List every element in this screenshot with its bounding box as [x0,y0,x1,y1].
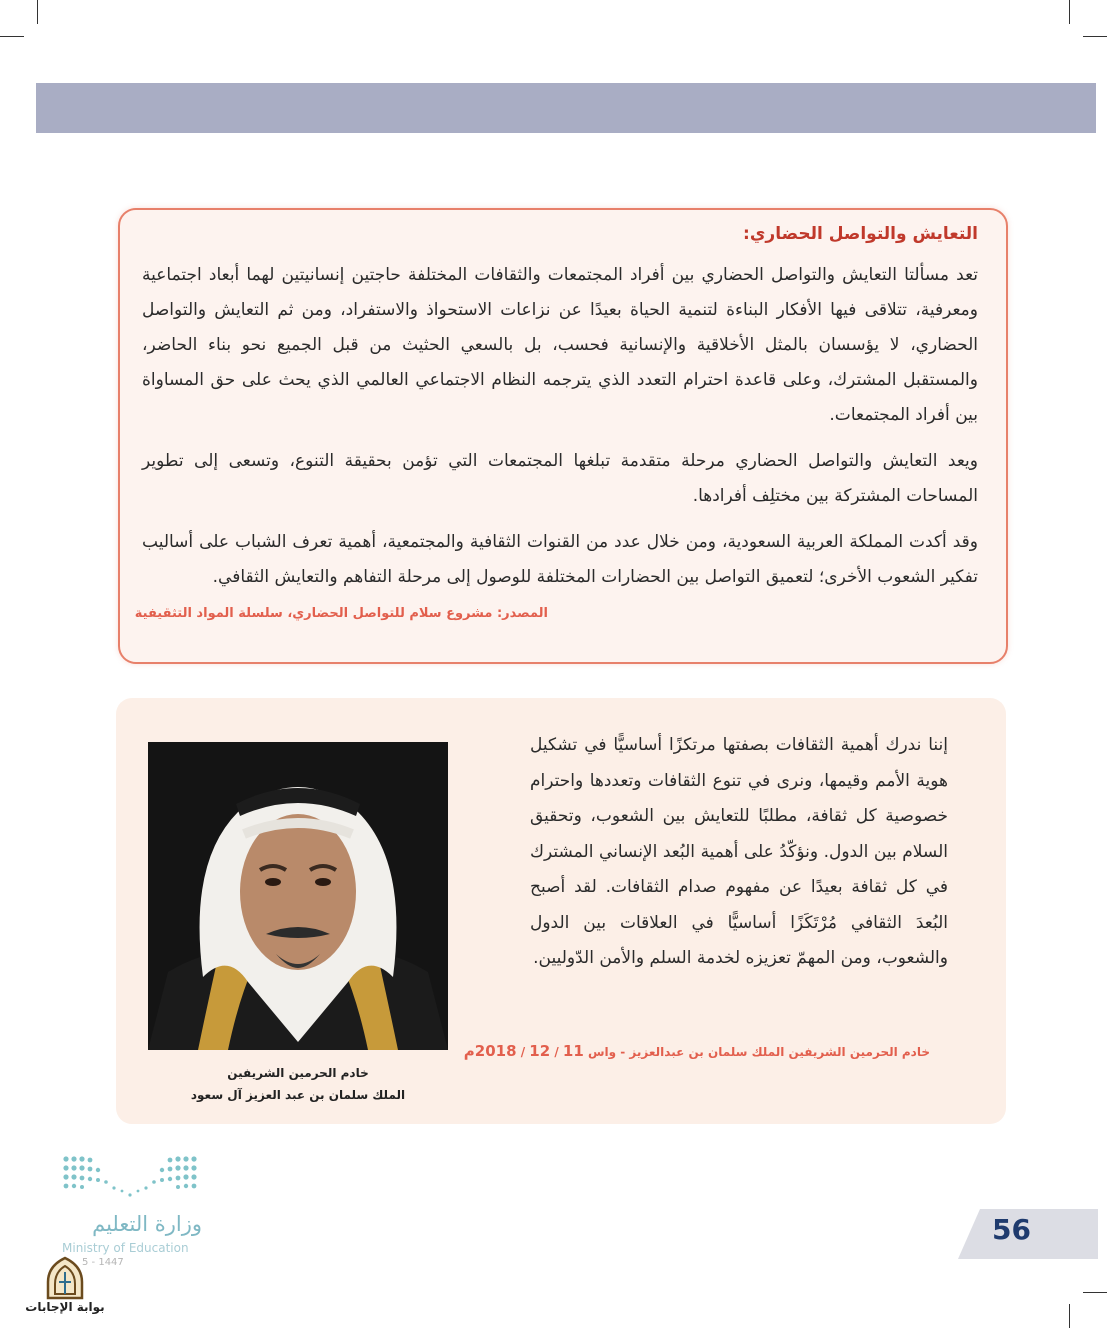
crop-mark [1083,1292,1107,1293]
info-source: المصدر: مشروع سلام للتواصل الحضاري، سلسلة المواد التثقيفية [134,606,548,621]
header-band [36,83,1096,133]
portrait-caption [148,1062,448,1106]
ministry-logo-year: 5 - 1447 [82,1257,124,1268]
quote-source-year: 2018م [463,1042,517,1060]
caption-title: خادم الحرمين الشريفين [227,1066,369,1080]
ministry-logo-dots-icon [62,1155,198,1201]
quote-source: خادم الحرمين الشريفين الملك سلمان بن عبدالعزيز - واس 11 / 12 / 2018م [463,1042,930,1060]
crop-mark [1083,36,1107,37]
info-box [118,208,1008,664]
info-paragraph-2: ويعد التعايش والتواصل الحضاري مرحلة متقدمة تبلغها المجتمعات التي تؤمن بحقيقة التنوع، وتسعى إلى تطوير المساحات المشتركة بين مختلِف أفرادها. [142,451,978,506]
crop-mark [1069,1304,1070,1328]
page-number: 56 [992,1213,1031,1246]
quote-source-day: 11 [562,1042,584,1060]
quote-text: إننا ندرك أهمية الثقافات بصفتها مرتكزًا أساسيًّا في تشكيل هوية الأمم وقيمها، ونرى في تنوع الثقافات وتعددها واحترام خصوصية كل ثقافة، مطلبًا للتعايش بين الشعوب، وتحقيق السلام بين الدول. ونؤكّدُ على أهمية البُعد الإنساني المشترك في كل ثقافة بعيدًا عن مفهوم صدام الثقافات. لقد أصبح البُعدَ الثقافي مُرْتَكَزًا أساسيًّا في العلاقات بين الدول والشعوب، ومن المهمّ تعزيزه لخدمة السلم والأمن الدّوليين. [530,735,948,968]
crop-mark [37,0,38,24]
crop-mark [1069,0,1070,24]
info-box-content [134,224,978,621]
ministry-logo-english: Ministry of Education [62,1241,189,1255]
king-portrait-image [148,742,448,1050]
quote-box [116,698,1006,1124]
info-paragraph-1: تعد مسألتا التعايش والتواصل الحضاري بين أفراد المجتمعات والثقافات المختلفة حاجتين إنسانيتين لهما أبعاد اجتماعية ومعرفية، تتلاقى فيها الأفكار البناءة لتنمية الحياة بعيدًا عن نزاعات الاستحواذ والاستفراد، ومن ثم التعايش والتواصل الحضاري، لا يؤسسان بالمثل الأخلاقية والإنسانية فحسب، بل بالسعي الحثيث من قبل الجميع نحو بناء الحاضر، والمستقبل المشترك، وعلى قاعدة احترام التعدد الذي يترجمه النظام الاجتماعي العالمي الذي يحث على حق المساواة بين أفراد المجتمعات. [142,265,978,425]
crop-mark [0,36,24,37]
info-paragraph-3: وقد أكدت المملكة العربية السعودية، ومن خلال عدد من القنوات الثقافية والمجتمعية، أهمية تعرف الشباب على أساليب تفكير الشعوب الأخرى؛ لتعميق التواصل بين الحضارات المختلفة للوصول إلى مرحلة التفاهم والتعايش الثقافي. [142,532,978,587]
quote-source-text: خادم الحرمين الشريفين الملك سلمان بن عبدالعزيز - واس [587,1045,930,1059]
caption-name: الملك سلمان بن عبد العزيز آل سعود [190,1088,406,1102]
info-box-title: التعايش والتواصل الحضاري: [743,224,978,244]
portal-name: بوابة الإجابات [25,1300,105,1314]
quote-source-month: 12 [529,1042,551,1060]
portal-emblem-icon [44,1256,86,1300]
ministry-logo-arabic: وزارة التعليم [92,1212,202,1236]
